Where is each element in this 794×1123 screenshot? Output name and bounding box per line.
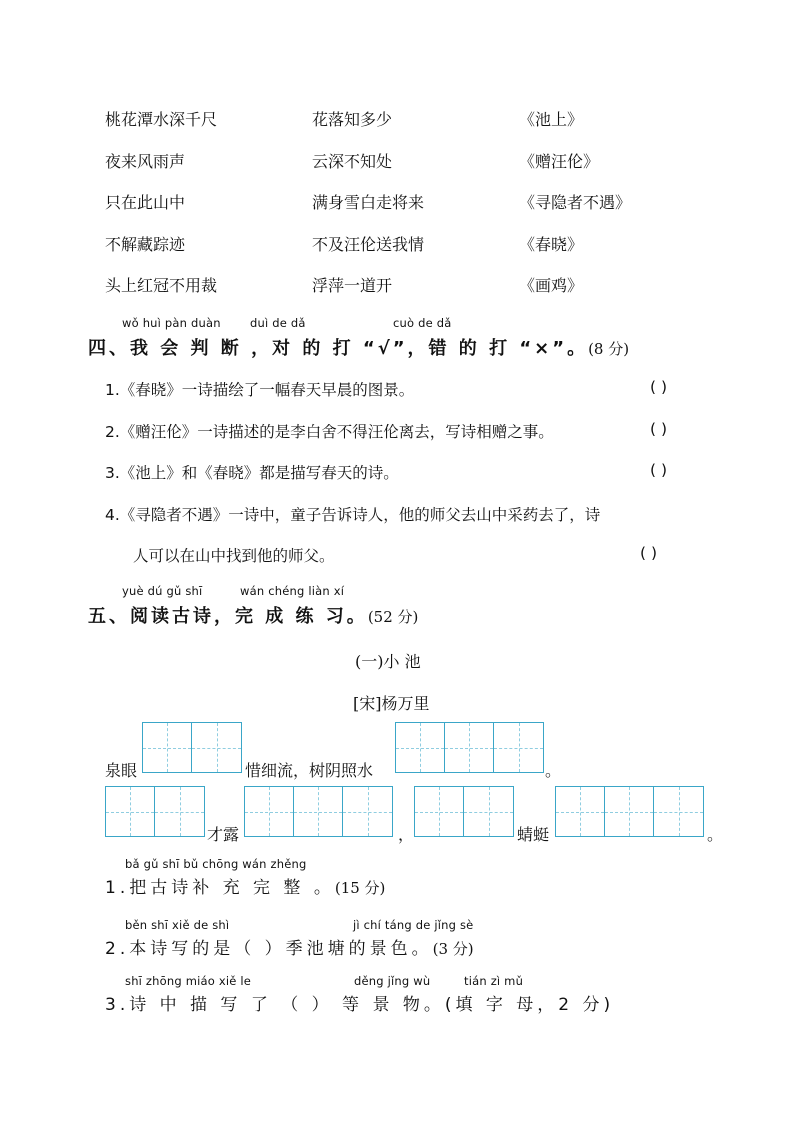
poem-author: [宋]杨万里 bbox=[353, 694, 430, 713]
section-heading bbox=[88, 602, 418, 628]
poem-title: (一)小 池 bbox=[355, 652, 421, 671]
question: 3.诗 中 描 写 了 （ ） 等 景 物。(填 字 母，2 分) bbox=[105, 995, 615, 1015]
answer-paren[interactable]: ( ) bbox=[650, 461, 668, 479]
grid-cell[interactable] bbox=[106, 787, 155, 836]
list-item: 《赠汪伦》 bbox=[519, 152, 600, 171]
answer-paren[interactable]: ( ) bbox=[650, 420, 668, 438]
poem-text: 。 bbox=[707, 825, 724, 844]
grid-cell[interactable] bbox=[343, 787, 392, 836]
poem-text: 蜻蜓 bbox=[517, 825, 550, 844]
poem-text: 惜细流，树阴照水 bbox=[245, 761, 374, 780]
points: (52 分) bbox=[367, 608, 419, 626]
list-item: 不及汪伦送我情 bbox=[312, 235, 425, 254]
pinyin: yuè dú gǔ shī bbox=[122, 584, 203, 598]
list-item: 《画鸡》 bbox=[519, 276, 584, 295]
poem-text: 泉眼 bbox=[105, 761, 138, 780]
grid-cell[interactable] bbox=[192, 723, 241, 772]
grid-cell[interactable] bbox=[494, 723, 543, 772]
list-item: 《寻隐者不遇》 bbox=[519, 193, 632, 212]
pinyin: duì de dǎ bbox=[250, 316, 306, 330]
list-item: 夜来风雨声 bbox=[105, 152, 186, 171]
pinyin: bǎ gǔ shī bǔ chōng wán zhěng bbox=[125, 857, 307, 871]
writing-grid[interactable] bbox=[555, 786, 704, 837]
pinyin: shī zhōng miáo xiě le bbox=[125, 974, 252, 988]
judgement-item: 3.《池上》和《春晓》都是描写春天的诗。 bbox=[105, 464, 399, 482]
list-item: 浮萍一道开 bbox=[312, 276, 393, 295]
grid-cell[interactable] bbox=[464, 787, 513, 836]
pinyin: wán chéng liàn xí bbox=[240, 584, 345, 598]
grid-cell[interactable] bbox=[294, 787, 343, 836]
writing-grid[interactable] bbox=[105, 786, 205, 837]
list-item: 《池上》 bbox=[519, 110, 584, 129]
grid-cell[interactable] bbox=[155, 787, 204, 836]
heading-text: 五、阅读古诗，完 成 练 习。 bbox=[88, 606, 368, 627]
list-item: 头上红冠不用裁 bbox=[105, 276, 218, 295]
points: (8 分) bbox=[588, 340, 630, 358]
list-item: 花落知多少 bbox=[312, 110, 393, 129]
heading-text: 四、我 会 判 断 ，对 的 打 “√”，错 的 打 “×”。 bbox=[88, 338, 589, 359]
grid-cell[interactable] bbox=[605, 787, 654, 836]
pinyin: cuò de dǎ bbox=[393, 316, 452, 330]
pinyin: tián zì mǔ bbox=[464, 974, 524, 988]
poem-text: 。 bbox=[545, 761, 562, 780]
question bbox=[105, 873, 385, 898]
judgement-item: 2.《赠汪伦》一诗描述的是李白舍不得汪伦离去，写诗相赠之事。 bbox=[105, 423, 554, 441]
grid-cell[interactable] bbox=[654, 787, 703, 836]
judgement-item: 4.《寻隐者不遇》一诗中，童子告诉诗人，他的师父去山中采药去了，诗 bbox=[105, 506, 601, 524]
writing-grid[interactable] bbox=[244, 786, 393, 837]
grid-cell[interactable] bbox=[445, 723, 494, 772]
pinyin: wǒ huì pàn duàn bbox=[122, 316, 221, 330]
list-item: 不解藏踪迹 bbox=[105, 235, 186, 254]
list-item: 满身雪白走将来 bbox=[312, 193, 425, 212]
judgement-item: 1.《春晓》一诗描绘了一幅春天早晨的图景。 bbox=[105, 381, 415, 399]
pinyin: děng jǐng wù bbox=[354, 974, 431, 988]
question-text: 2.本诗写的是（ ）季池塘的景色。 bbox=[105, 939, 433, 959]
answer-paren[interactable]: ( ) bbox=[650, 378, 668, 396]
writing-grid[interactable] bbox=[395, 722, 544, 773]
poem-text: 才露 bbox=[207, 825, 240, 844]
question-text: 1.把古诗补 充 完 整 。 bbox=[105, 878, 335, 898]
grid-cell[interactable] bbox=[245, 787, 294, 836]
grid-cell[interactable] bbox=[396, 723, 445, 772]
question bbox=[105, 934, 474, 959]
list-item: 桃花潭水深千尺 bbox=[105, 110, 218, 129]
pinyin: jì chí táng de jǐng sè bbox=[353, 918, 474, 932]
answer-paren[interactable]: ( ) bbox=[640, 544, 658, 562]
writing-grid[interactable] bbox=[142, 722, 242, 773]
section-heading bbox=[88, 334, 629, 360]
poem-text: ， bbox=[398, 825, 415, 844]
grid-cell[interactable] bbox=[415, 787, 464, 836]
points: (15 分) bbox=[334, 879, 386, 897]
list-item: 《春晓》 bbox=[519, 235, 584, 254]
writing-grid[interactable] bbox=[414, 786, 514, 837]
pinyin: běn shī xiě de shì bbox=[125, 918, 230, 932]
points: (3 分) bbox=[432, 940, 474, 958]
grid-cell[interactable] bbox=[556, 787, 605, 836]
grid-cell[interactable] bbox=[143, 723, 192, 772]
list-item: 只在此山中 bbox=[105, 193, 186, 212]
judgement-item-cont: 人可以在山中找到他的师父。 bbox=[133, 547, 335, 565]
list-item: 云深不知处 bbox=[312, 152, 393, 171]
